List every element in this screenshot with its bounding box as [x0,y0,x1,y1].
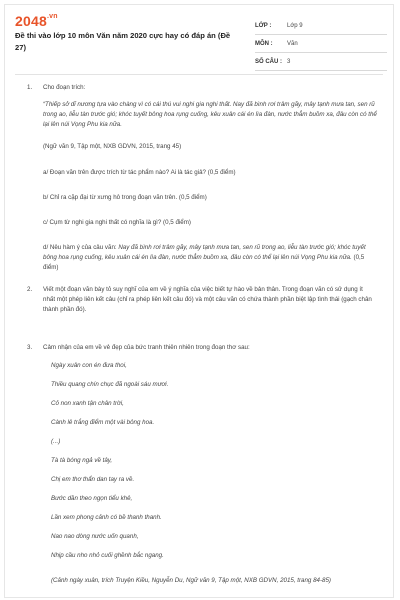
question-text: Viết một đoạn văn bày tỏ suy nghĩ của em về ý nghĩa của việc biết tự hào về bản thân. Trong đoạn văn có sử dụng ít nhất một phép liên kết câu (chỉ ra phép liên kết câu đó) và một câu văn có chứa thành phần biệt lập tình thái (gạch chân thành phần đó). [43,286,372,313]
poem-line: Nhịp cầu nho nhỏ cuối ghềnh bắc ngang. [51,552,164,559]
excerpt-source: (Ngữ văn 9, Tập một, NXB GDVN, 2015, trang 45) [43,143,182,150]
logo-suffix: .vn [46,13,58,20]
subquestion-d-points: (0,5 điểm) [43,254,365,271]
meta-value: Văn [287,40,298,47]
meta-row-grade [255,17,387,35]
header-divider [15,74,383,75]
logo-text: 2048 [15,13,47,29]
poem-line: Cành lê trắng điểm một vài bông hoa. [51,419,155,426]
meta-value: Lớp 9 [287,22,303,29]
excerpt-quote: “Thiếp sở dĩ nương tựa vào chàng vì có cái thú vui nghi gia nghi thất. Nay đã bình rơi trâm gãy, mây tạnh mưa tan, sen rũ trong ao, liễu tàn trước gió; khóc tuyết bông hoa rụng cuống, kêu xuân cái én lìa đàn, nước thẳm buồm xa, đâu còn có thể lại lên núi Vọng Phu kia nữa. [43,101,377,128]
question-number: 1. [27,84,33,91]
meta-row-subject [255,35,387,53]
subquestion-d-quote: Nay đã bình rơi trâm gãy, mây tạnh mưa tan, sen rũ trong ao, liễu tàn trước gió; khóc tuyết bông hoa rụng cuống, kêu xuân cái én lìa đàn, nước thẳm buồm xa, đâu còn có thể lại lên núi Vọng Phu kia nữa. [43,244,366,261]
poem-line: Ngày xuân con én đưa thoi, [51,362,127,369]
poem-line: Lần xem phong cảnh có bề thanh thanh. [51,514,162,521]
question-number: 2. [27,286,33,293]
page-title: Đề thi vào lớp 10 môn Văn năm 2020 cực hay có đáp án (Đề 27) [15,31,231,52]
poem-line: Cỏ non xanh tận chân trời, [51,400,124,407]
question-text: Cảm nhận của em về vẻ đẹp của bức tranh thiên nhiên trong đoạn thơ sau: [43,344,250,351]
subquestion-b: b/ Chỉ ra cặp đại từ xưng hô trong đoạn văn trên. (0,5 điểm) [43,194,207,201]
question-prompt: Cho đoạn trích: [43,84,86,91]
site-logo[interactable] [15,13,58,29]
subquestion-d [43,243,377,273]
poem-source: (Cảnh ngày xuân, trích Truyện Kiều, Nguyễn Du, Ngữ văn 9, Tập một, NXB GDVN, 2015, trang 84-85) [51,577,331,584]
document-page [4,4,394,598]
poem-line: Thiều quang chín chục đã ngoài sáu mươi. [51,381,169,388]
poem-line: (...) [51,438,61,445]
subquestion-d-prefix: d/ Nêu hàm ý của câu văn: [43,244,119,251]
poem-line: Chị em thơ thẩn dan tay ra về. [51,476,135,483]
meta-row-question-count [255,53,387,71]
subquestion-a: a/ Đoạn văn trên được trích từ tác phẩm nào? Ai là tác giả? (0,5 điểm) [43,169,236,176]
meta-value: 3 [287,58,291,65]
meta-key: LỚP : [255,22,272,29]
meta-key: SỐ CÂU : [255,58,282,65]
exam-meta-table [255,17,387,71]
question-number: 3. [27,344,33,351]
poem-line: Nao nao dòng nước uốn quanh, [51,533,139,540]
meta-key: MÔN : [255,40,273,47]
poem-line: Tà tà bóng ngả về tây, [51,457,113,464]
subquestion-c: c/ Cụm từ nghi gia nghi thất có nghĩa là gì? (0,5 điểm) [43,219,191,226]
poem-line: Bước dần theo ngọn tiểu khê, [51,495,133,502]
